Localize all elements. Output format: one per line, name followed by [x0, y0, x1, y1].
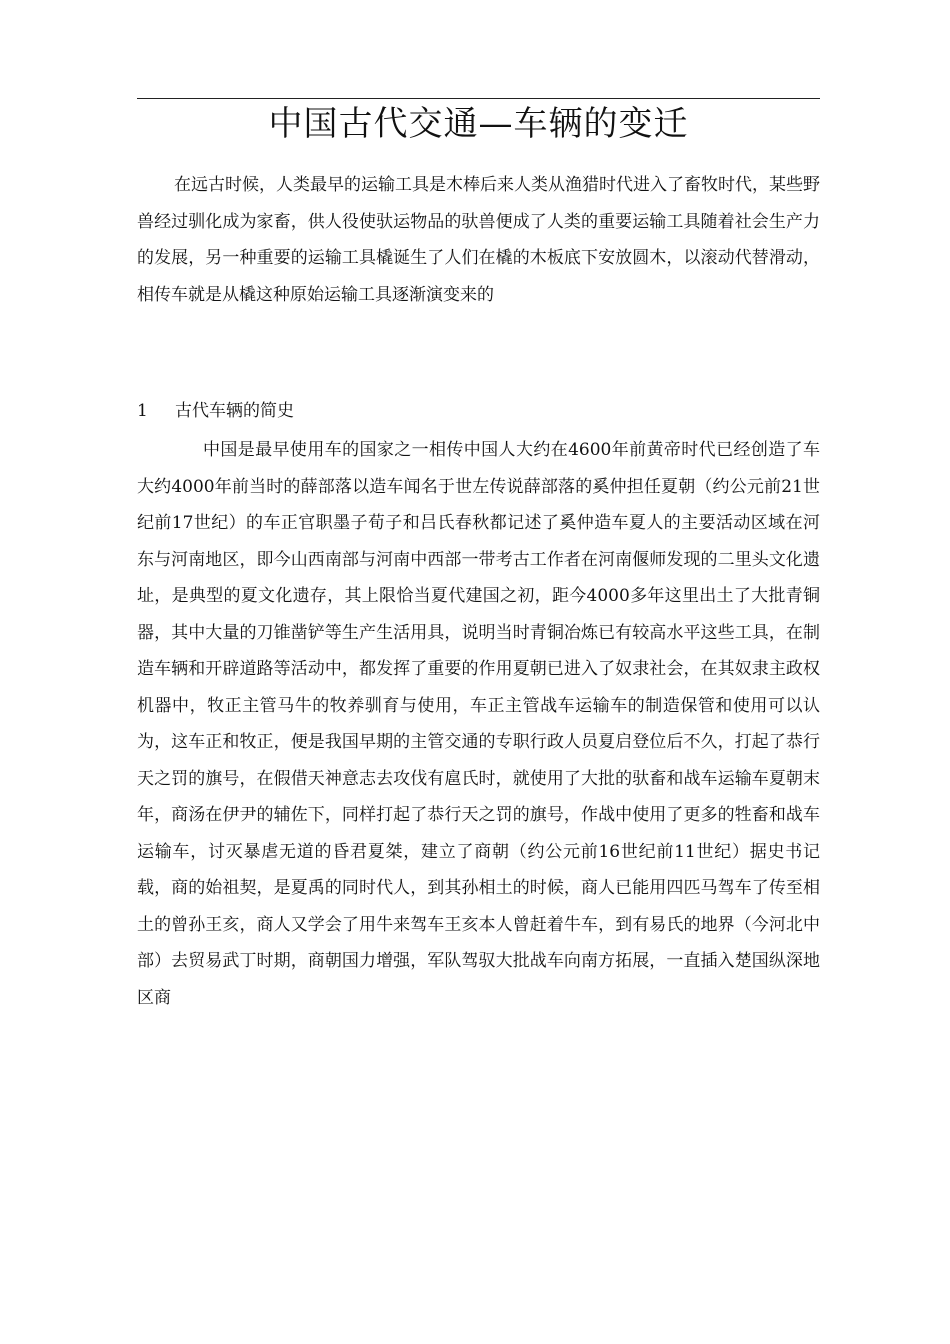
header-rule	[137, 98, 820, 99]
intro-paragraph: 在远古时候，人类最早的运输工具是木棒后来人类从渔猎时代进入了畜牧时代，某些野兽经过驯化成为家畜，供人役使驮运物品的驮兽便成了人类的重要运输工具随着社会生产力的发展，另一种重要的运输工具橇诞生了人们在橇的木板底下安放圆木，以滚动代替滑动，相传车就是从橇这种原始运输工具逐渐演变来的	[137, 175, 820, 305]
section-heading	[137, 393, 820, 429]
section-number: 1	[137, 401, 148, 421]
section-heading-text: 古代车辆的简史	[175, 401, 294, 421]
document-title: 中国古代交通—车辆的变迁	[268, 104, 689, 144]
section-paragraph: 中国是最早使用车的国家之一相传中国人大约在4600年前黄帝时代已经创造了车大约4000年前当时的薛部落以造车闻名于世左传说薛部落的奚仲担任夏朝（约公元前21世纪前17世纪）的车正官职墨子荀子和吕氏春秋都记述了奚仲造车夏人的主要活动区域在河东与河南地区，即今山西南部与河南中西部一带考古工作者在河南偃师发现的二里头文化遗址，是典型的夏文化遗存，其上限恰当夏代建国之初，距今4000多年这里出土了大批青铜器，其中大量的刀锥凿铲等生产生活用具，说明当时青铜冶炼已有较高水平这些工具，在制造车辆和开辟道路等活动中，都发挥了重要的作用夏朝已进入了奴隶社会，在其奴隶主政权机器中，牧正主管马牛的牧养驯育与使用，车正主管战车运输车的制造保管和使用可以认为，这车正和牧正，便是我国早期的主管交通的专职行政人员夏启登位后不久，打起了恭行天之罚的旗号，在假借天神意志去攻伐有扈氏时，就使用了大批的驮畜和战车运输车夏朝末年，商汤在伊尹的辅佐下，同样打起了恭行天之罚的旗号，作战中使用了更多的牲畜和战车运输车，讨灭暴虐无道的昏君夏桀，建立了商朝（约公元前16世纪前11世纪）据史书记载，商的始祖契，是夏禹的同时代人，到其孙相土的时候，商人已能用四匹马驾车了传至相土的曾孙王亥，商人又学会了用牛来驾车王亥本人曾赶着牛车，到有易氏的地界（今河北中部）去贸易武丁时期，商朝国力增强，军队驾驭大批战车向南方拓展，一直插入楚国纵深地区商	[137, 440, 820, 1008]
